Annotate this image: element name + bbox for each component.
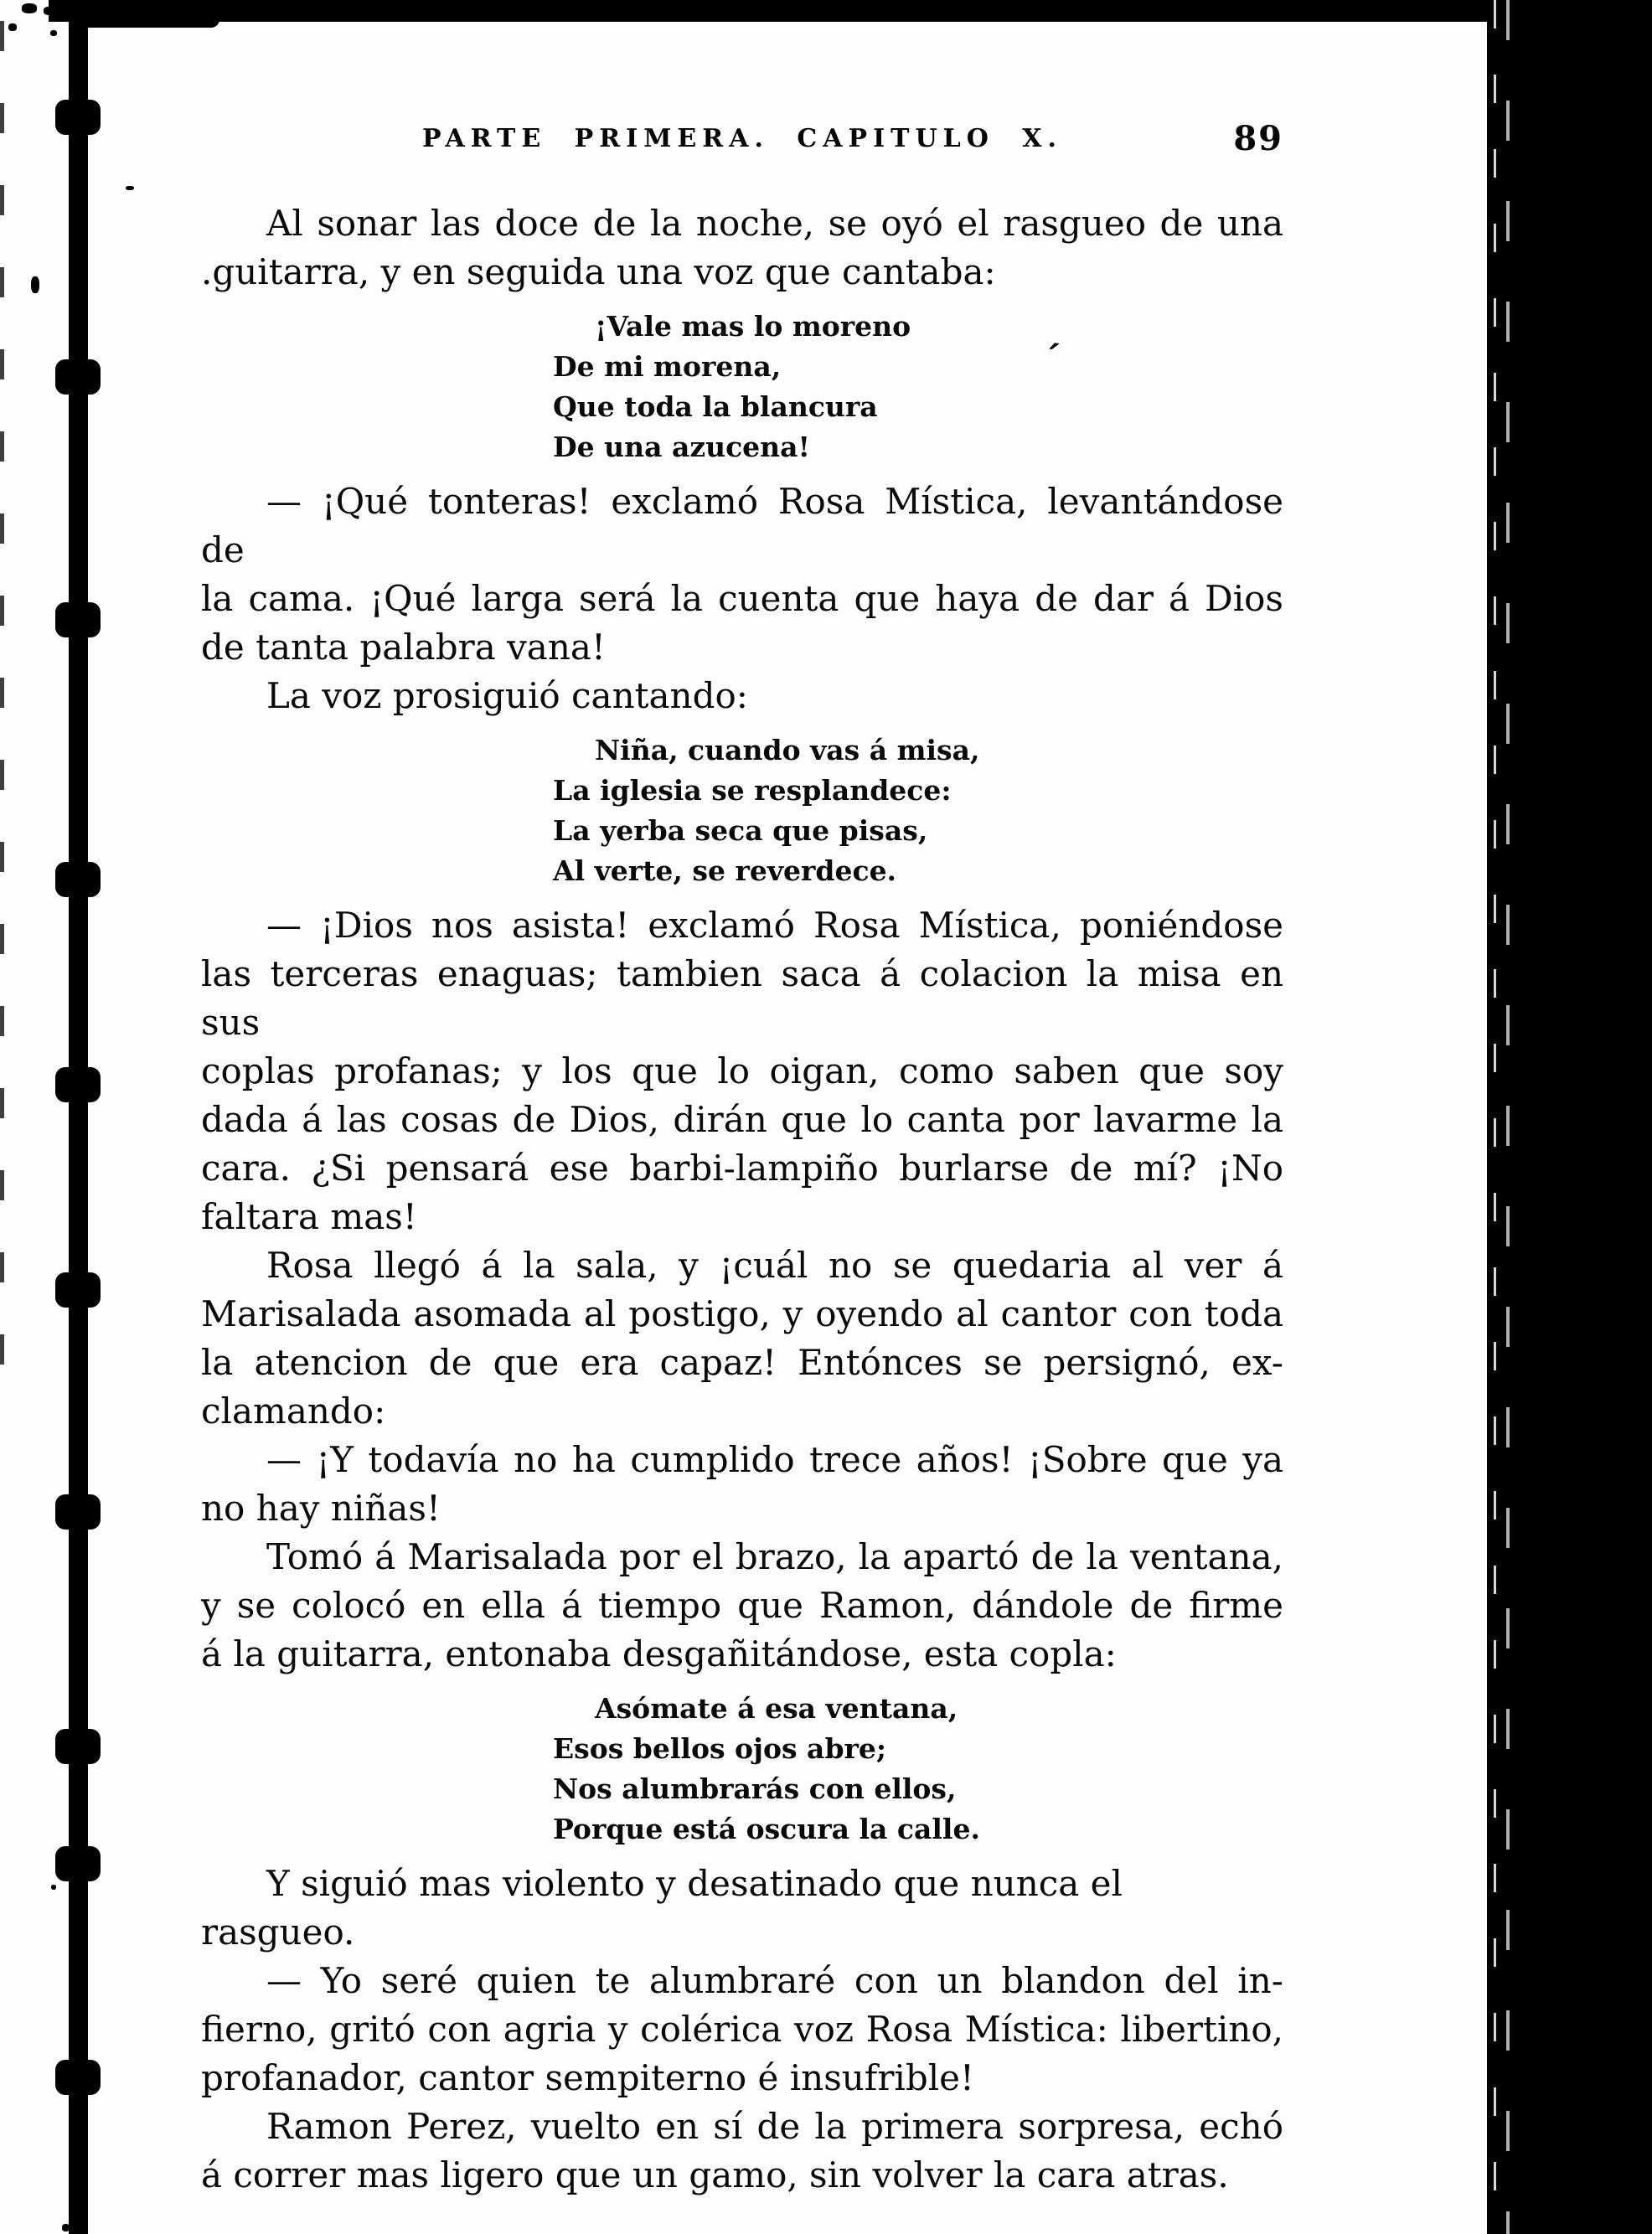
scan-speck <box>51 1885 56 1890</box>
binding-stitch-mark <box>55 2060 101 2095</box>
scan-speck <box>50 30 57 36</box>
verse-line: Porque está oscura la calle. <box>553 1813 980 1845</box>
text-line: — Yo seré quien te alumbraré con un blandon del in- <box>266 1960 1283 2001</box>
text-line: fierno, gritó con agria y colérica voz Rosa Mística: libertino, <box>201 2009 1283 2050</box>
text-line: La voz prosiguió cantando: <box>266 675 748 716</box>
verse-line: Asómate á esa ventana, <box>595 1692 958 1725</box>
scan-top-edge-shadow <box>49 0 1652 22</box>
text-line: la atencion de que era capaz! Entónces se persignó, ex- <box>201 1342 1283 1383</box>
scan-top-edge-shadow-bulge <box>77 0 219 28</box>
verse-block <box>553 1689 1283 1850</box>
text-line: á correr mas ligero que un gamo, sin volver la cara atras. <box>201 2154 1229 2195</box>
scan-speck <box>31 276 39 293</box>
binding-stitch-mark <box>55 1729 101 1764</box>
binding-stitch-mark <box>55 602 101 637</box>
text-line: — ¡Qué tonteras! exclamó Rosa Mística, levantándose de <box>201 481 1283 570</box>
text-line: la cama. ¡Qué larga será la cuenta que haya de dar á Dios <box>201 578 1283 619</box>
page-header <box>201 119 1283 164</box>
scan-speck <box>44 7 55 15</box>
verse-line: Al verte, se reverdece. <box>553 854 897 887</box>
paragraph-block <box>201 1436 1283 1533</box>
text-line: — ¡Y todavía no ha cumplido trece años! ¡Sobre que ya <box>266 1439 1283 1480</box>
binding-stitch-mark <box>55 1067 101 1102</box>
paragraph-block <box>201 672 1283 720</box>
paragraph-block <box>201 1241 1283 1436</box>
stray-pen-mark: ´ <box>1038 337 1063 383</box>
text-line: coplas profanas; y los que lo oigan, como saben que soy <box>201 1050 1283 1091</box>
verse-line: Que toda la blancura <box>553 390 878 423</box>
scan-speck <box>126 186 134 190</box>
verse-block <box>553 307 1283 467</box>
binding-gutter-line <box>69 20 88 2234</box>
text-line: clamando: <box>201 1390 386 1432</box>
text-line: no hay niñas! <box>201 1488 441 1529</box>
verse-line: De una azucena! <box>553 431 811 463</box>
verse-line: La yerba seca que pisas, <box>553 814 928 847</box>
page-number: 89 <box>1233 119 1283 158</box>
scan-speck <box>22 3 37 13</box>
paragraph-block <box>201 199 1283 297</box>
verse-line: ¡Vale mas lo moreno <box>595 310 911 343</box>
binding-stitch-mark <box>55 1272 101 1308</box>
page-fore-edge-streak <box>1494 0 1496 2234</box>
verse-line: La iglesia se resplandece: <box>553 774 952 807</box>
text-line: Marisalada asomada al postigo, y oyendo al cantor con toda <box>201 1293 1283 1334</box>
text-line: cara. ¿Si pensará ese barbi-lampiño burlarse de mí? ¡No <box>201 1148 1283 1189</box>
verse-block <box>553 730 1283 891</box>
paragraph-block <box>201 1860 1283 1957</box>
text-line: Y siguió mas violento y desatinado que nunca el rasgueo. <box>201 1863 1123 1953</box>
verse-line: De mi morena, <box>553 350 782 383</box>
binding-stitch-mark <box>55 1494 101 1530</box>
text-line: .guitarra, y en seguida una voz que cantaba: <box>201 251 996 292</box>
text-line: — ¡Dios nos asista! exclamó Rosa Mística, poniéndose <box>266 905 1283 946</box>
scan-speck <box>62 2224 70 2231</box>
binding-stitch-mark <box>55 1846 101 1881</box>
paragraph-block <box>201 1533 1283 1679</box>
binding-stitch-mark <box>55 100 101 135</box>
text-line: faltara mas! <box>201 1196 417 1237</box>
binding-stitch-mark <box>55 862 101 897</box>
scan-right-edge-shadow <box>1487 0 1652 2234</box>
verse-line: Niña, cuando vas á misa, <box>595 734 980 766</box>
paragraph-block <box>201 901 1283 1241</box>
text-column <box>201 199 1283 2200</box>
paragraph-block <box>201 1957 1283 2102</box>
verse-line: Esos bellos ojos abre; <box>553 1732 887 1765</box>
scan-speck <box>8 23 17 31</box>
text-line: Tomó á Marisalada por el brazo, la apartó de la ventana, <box>266 1536 1283 1577</box>
text-line: Al sonar las doce de la noche, se oyó el rasgueo de una <box>266 203 1283 244</box>
text-line: Rosa llegó á la sala, y ¡cuál no se quedaria al ver á <box>266 1245 1283 1286</box>
verse-line: Nos alumbrarás con ellos, <box>553 1772 957 1805</box>
text-line: á la guitarra, entonaba desgañitándose, esta copla: <box>201 1633 1117 1674</box>
page-fore-edge-streak <box>1506 0 1510 2234</box>
text-line: las terceras enaguas; tambien saca á colacion la misa en sus <box>201 953 1283 1043</box>
text-line: profanador, cantor sempiterno é insufrible! <box>201 2057 974 2098</box>
paragraph-block <box>201 477 1283 672</box>
text-line: dada á las cosas de Dios, dirán que lo canta por lavarme la <box>201 1099 1283 1140</box>
running-title: PARTE PRIMERA. CAPITULO X. <box>421 124 1062 153</box>
paragraph-block <box>201 2102 1283 2200</box>
text-line: y se colocó en ella á tiempo que Ramon, dándole de firme <box>201 1585 1283 1626</box>
text-line: de tanta palabra vana! <box>201 627 606 668</box>
text-line: Ramon Perez, vuelto en sí de la primera sorpresa, echó <box>266 2106 1283 2147</box>
binding-stitch-mark <box>55 359 101 395</box>
scan-left-edge-marks <box>0 21 4 1378</box>
